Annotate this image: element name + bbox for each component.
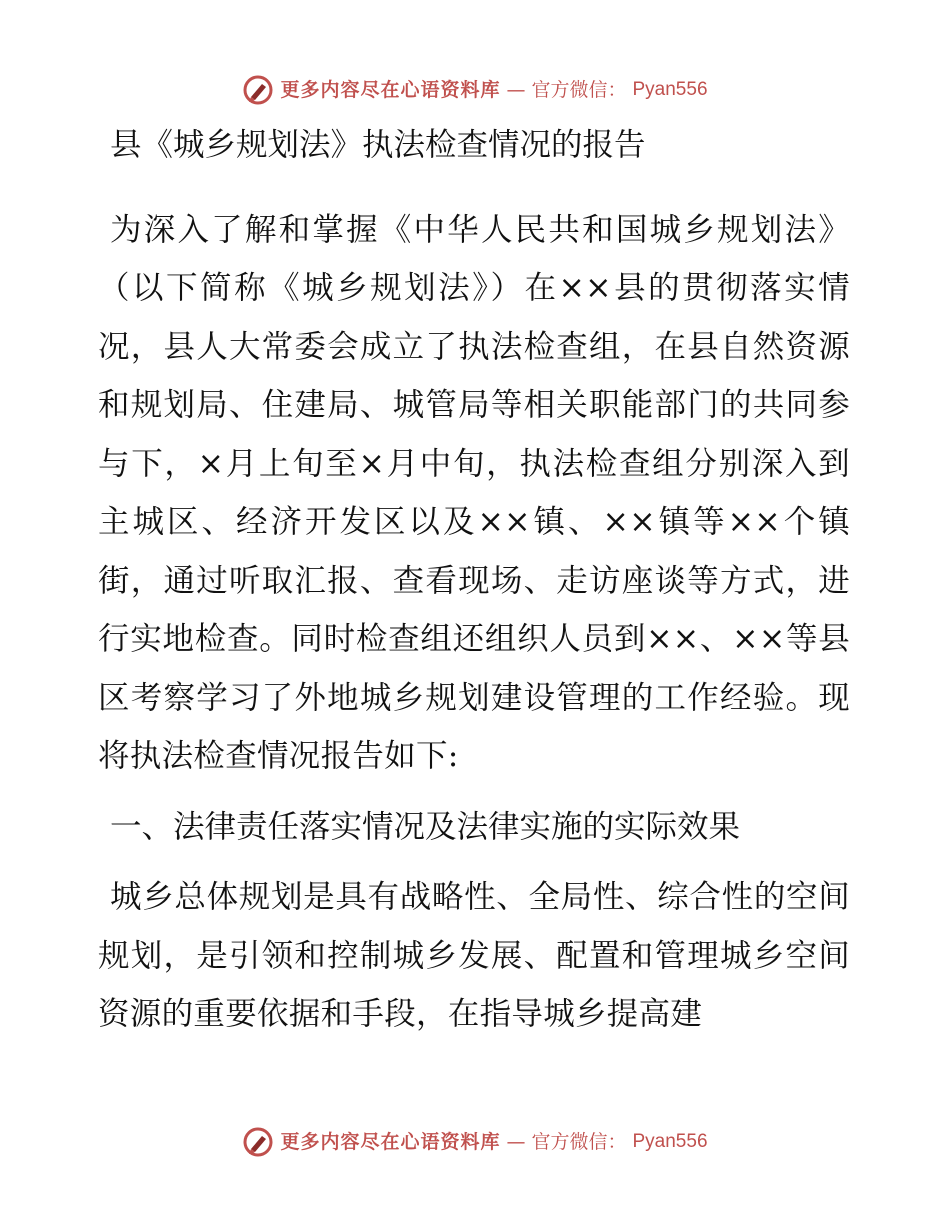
section-1-heading: 一、法律责任落实情况及法律实施的实际效果 — [110, 808, 741, 845]
document-title: 县《城乡规划法》执法检查情况的报告 — [110, 127, 646, 163]
watermark-main-text: 更多内容尽在心语资料库 — [280, 79, 501, 101]
watermark-sub-text: 官方微信： — [531, 79, 627, 101]
watermark-sub-text: 官方微信： — [531, 1131, 627, 1153]
header-watermark — [0, 74, 950, 106]
paragraph-section-1: 城乡总体规划是具有战略性、全局性、综合性的空间规划，是引领和控制城乡发展、配置和管理城乡空间资源的重要依据和手段，在指导城乡提高建 — [98, 879, 850, 1032]
watermark-wechat-id: Pyan556 — [632, 1131, 708, 1152]
pen-circle-logo-icon — [242, 1126, 274, 1158]
footer-watermark — [0, 1126, 950, 1158]
pen-circle-logo-icon — [242, 74, 274, 106]
watermark-main-text: 更多内容尽在心语资料库 — [280, 1131, 501, 1153]
watermark-dash: — — [506, 79, 526, 101]
watermark-dash: — — [506, 1131, 526, 1153]
watermark-wechat-id: Pyan556 — [632, 79, 708, 100]
paragraph-intro: 为深入了解和掌握《中华人民共和国城乡规划法》（以下简称《城乡规划法》）在××县的贯彻落实情况，县人大常委会成立了执法检查组，在县自然资源和规划局、住建局、城管局等相关职能部门的共同参与下，×月上旬至×月中旬，执法检查组分别深入到主城区、经济开发区以及××镇、××镇等××个镇街，通过听取汇报、查看现场、走访座谈等方式，进行实地检查。同时检查组还组织人员到××、××等县区考察学习了外地城乡规划建设管理的工作经验。现将执法检查情况报告如下: — [98, 211, 850, 774]
title-spacer — [98, 175, 850, 189]
document-body — [98, 116, 850, 1056]
